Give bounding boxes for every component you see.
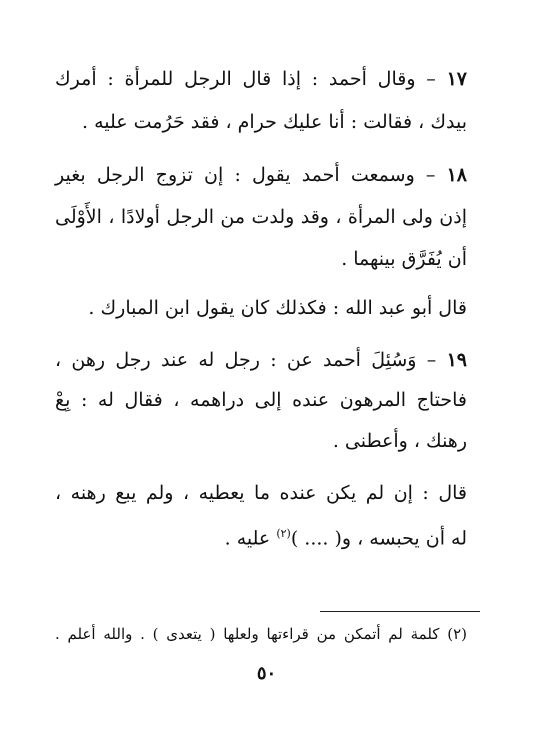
paragraph-text: – وقال أحمد : إذا قال الرجل للمرأة : أمرك xyxy=(55,68,436,90)
paragraph-number: ١٧ xyxy=(446,68,467,90)
footnote-reference: (٢) xyxy=(276,527,291,540)
paragraph-number: ١٨ xyxy=(446,164,468,186)
paragraph-17-line-1 xyxy=(55,64,467,94)
paragraph-qala-line-2 xyxy=(55,519,467,553)
paragraph-text: – وسمعت أحمد يقول : إن تزوج الرجل بغير xyxy=(55,164,436,186)
paragraph-text: عليه . xyxy=(224,527,271,550)
footnote-divider xyxy=(320,611,480,612)
paragraph-19-line-2: فاحتاج المرهون عنده إلى دراهمه ، فقال له : بِعْ xyxy=(55,389,467,411)
paragraph-17-line-2: بيدك ، فقالت : أنا عليك حرام ، فقد حَرُمت عليه . xyxy=(81,111,467,133)
paragraph-19-line-1 xyxy=(55,345,467,375)
paragraph-18-line-2: إذن ولى المرأة ، وقد ولدت من الرجل أولادًا ، الأَوْلَى xyxy=(55,206,467,228)
paragraph-abu-abdullah: قال أبو عبد الله : فكذلك كان يقول ابن المبارك . xyxy=(88,297,467,319)
paragraph-text: له أن يحبسه ، و( .... ) xyxy=(290,527,467,550)
paragraph-text: – وَسُئِلَ أحمد عن : رجل له عند رجل رهن ، xyxy=(55,349,437,371)
page-number: ٥٠ xyxy=(256,663,277,684)
paragraph-18-line-1 xyxy=(55,160,467,190)
paragraph-number: ١٩ xyxy=(446,349,467,371)
paragraph-18-line-3: أن يُفَرَّق بينهما . xyxy=(341,248,467,270)
paragraph-19-line-3: رهنك ، وأعطنى . xyxy=(332,430,467,452)
footnote: (٢) كلمة لم أتمكن من قراءتها ولعلها ( يتعدى ) . والله أعلم . xyxy=(55,625,467,643)
paragraph-qala-line-1: قال : إن لم يكن عنده ما يعطيه ، ولم يبع رهنه ، xyxy=(55,482,467,504)
